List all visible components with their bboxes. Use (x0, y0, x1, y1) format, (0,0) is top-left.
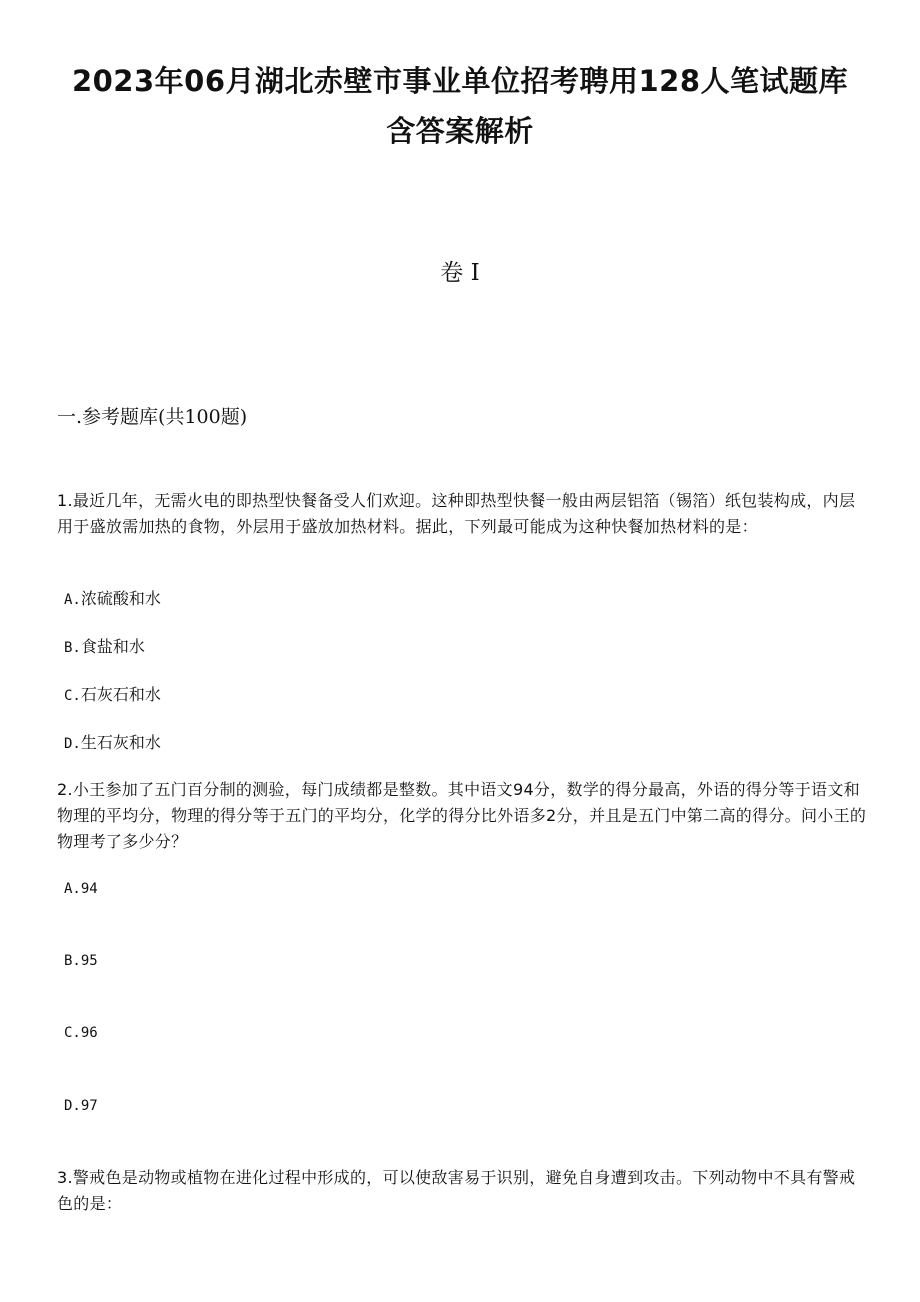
option-label: B. (64, 953, 81, 969)
option-label: C. (64, 1025, 81, 1041)
question-1-text: 1.最近几年，无需火电的即热型快餐备受人们欢迎。这种即热型快餐一般由两层铝箔（锡箔）纸包装构成，内层用于盛放需加热的食物，外层用于盛放加热材料。据此，下列最可能成为这种快餐加热材料的是： (57, 491, 856, 536)
option-text: 生石灰和水 (80, 733, 161, 752)
question-2-option-c (64, 1020, 98, 1045)
option-label: C. (64, 688, 81, 704)
question-3-text: 3.警戒色是动物或植物在进化过程中形成的，可以使敌害易于识别，避免自身遭到攻击。下列动物中不具有警戒色的是： (57, 1168, 856, 1213)
option-label: D. (64, 1098, 81, 1114)
question-1-option-a (64, 587, 161, 612)
option-text: 95 (80, 953, 98, 969)
question-2-option-d (64, 1093, 98, 1118)
section-heading: 一.参考题库(共100题) (57, 406, 248, 428)
option-label: A. (64, 881, 81, 897)
option-text: 97 (80, 1098, 98, 1114)
option-text: 石灰石和水 (80, 685, 161, 704)
option-text: 浓硫酸和水 (80, 589, 161, 608)
question-1-option-d (64, 731, 161, 756)
option-label: A. (64, 592, 81, 608)
option-label: D. (64, 736, 81, 752)
title-line-1: 2023年06月湖北赤壁市事业单位招考聘用128人笔试题库 (71, 64, 849, 98)
option-text: 96 (80, 1025, 98, 1041)
option-text: 94 (80, 881, 98, 897)
question-2-option-b (64, 948, 98, 973)
title-line-2: 含答案解析 (386, 114, 534, 148)
option-text: 食盐和水 (80, 637, 145, 656)
question-2-text: 2.小王参加了五门百分制的测验，每门成绩都是整数。其中语文94分，数学的得分最高，外语的得分等于语文和物理的平均分，物理的得分等于五门的平均分，化学的得分比外语多2分，并且是五门中第二高的得分。问小王的物理考了多少分？ (57, 780, 867, 851)
document-title (40, 56, 880, 156)
question-2-option-a (64, 876, 98, 901)
volume-heading: 卷 I (440, 260, 480, 286)
option-label: B. (64, 640, 81, 656)
question-1-option-c (64, 683, 161, 708)
question-1-option-b (64, 635, 145, 660)
